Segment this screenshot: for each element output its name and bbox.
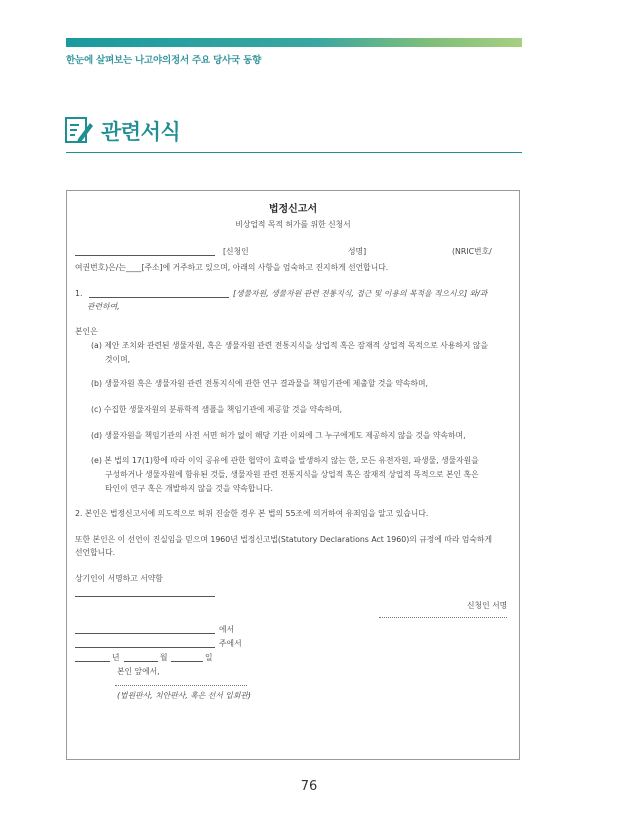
applicant-continuation: 여권번호)은/는____[주소]에 거주하고 있으며, 아래의 사항을 엄숙하고 진지하게 선언합니다. <box>75 263 389 272</box>
solemn-line-2: 선언합니다. <box>75 548 116 557</box>
clause-d: (d) 생물자원을 책임기관의 사전 서면 허가 없이 해당 기관 이외에 그 누구에게도 제공하지 않을 것을 약속하며, <box>91 431 466 440</box>
section-title: 관련서식 <box>101 120 181 144</box>
name-label: 성명] <box>348 247 367 256</box>
officer-signature-line[interactable] <box>115 685 247 686</box>
year-line[interactable] <box>75 661 110 662</box>
clause-a-line-1: (a) 제안 조치와 관련된 생물자원, 혹은 생물자원 관련 전통지식을 상업적 혹은 잠재적 상업적 목적으로 사용하지 않을 <box>91 341 488 350</box>
year-label: 년 <box>112 653 120 662</box>
officer-note: (법원판사, 치안판사, 혹은 선서 입회관) <box>117 691 251 700</box>
running-title: 한눈에 살펴보는 나고야의정서 주요 당사국 동향 <box>66 55 262 66</box>
place-suffix: 에서 <box>219 625 235 634</box>
month-label: 월 <box>160 653 168 662</box>
form-edit-icon <box>64 115 94 145</box>
subscriber-signature-line[interactable] <box>75 596 215 597</box>
purpose-line[interactable] <box>89 297 229 298</box>
state-line[interactable] <box>75 647 215 648</box>
form-subtitle: 비상업적 목적 허가를 위한 신청서 <box>235 220 351 229</box>
nric-label: (NRIC번호/ <box>452 247 492 256</box>
item-1-purpose: [생물자원, 생물자원 관련 전통지식, 접근 및 이용의 목적을 적으시오] 와/과 <box>233 289 488 298</box>
solemn-line-1: 또한 본인은 이 선언이 진실임을 믿으며 1960년 법정신고법(Statutory Declarations Act 1960)의 규정에 따라 엄숙하게 <box>75 535 492 544</box>
place-line[interactable] <box>75 633 215 634</box>
page-number: 76 <box>300 779 318 794</box>
form-title: 법정신고서 <box>268 204 318 215</box>
item-1-number: 1. <box>75 289 83 298</box>
day-line[interactable] <box>171 661 203 662</box>
day-label: 일 <box>205 653 213 662</box>
clause-c: (c) 수집한 생물자원의 분류학적 샘플을 책임기관에 제공할 것을 약속하며, <box>91 405 343 414</box>
applicant-name-line[interactable] <box>75 255 215 256</box>
item-2: 2. 본인은 법정신고서에 의도적으로 허위 진술한 경우 본 법의 55조에 의거하여 유죄임을 알고 있습니다. <box>75 509 429 518</box>
applicant-signature-label: 신청인 서명 <box>467 601 508 610</box>
before-me-text: 본인 앞에서, <box>117 667 160 676</box>
subscribed-text: 상기인이 서명하고 서약함 <box>75 574 163 583</box>
applicant-signature-line[interactable] <box>379 617 507 618</box>
declarant-intro: 본인은 <box>75 327 98 336</box>
declaration-form <box>66 190 520 760</box>
clause-a-line-2: 것이며, <box>105 355 131 364</box>
clause-e-line-2: 구성하거나 생물자원에 함유된 것들, 생물자원 관련 전통지식을 상업적 혹은 잠재적 상업적 목적으로 본인 혹은 <box>105 470 479 479</box>
applicant-label: [신청인 <box>223 247 249 256</box>
item-1-continuation: 관련하여, <box>87 302 120 311</box>
section-divider <box>66 152 522 153</box>
state-suffix: 주에서 <box>219 639 242 648</box>
clause-b: (b) 생물자원 혹은 생물자원 관련 전통지식에 관한 연구 결과물을 책임기관에 제출할 것을 약속하며, <box>91 379 428 388</box>
month-line[interactable] <box>124 661 158 662</box>
header-accent-bar <box>66 38 522 47</box>
clause-e-line-3: 타인이 연구 혹은 개발하지 않을 것을 약속합니다. <box>105 484 273 493</box>
clause-e-line-1: (e) 본 법의 17(1)항에 따라 이익 공유에 관한 협약이 효력을 발생하지 않는 한, 모든 유전자원, 파생물, 생물자원을 <box>91 456 479 465</box>
